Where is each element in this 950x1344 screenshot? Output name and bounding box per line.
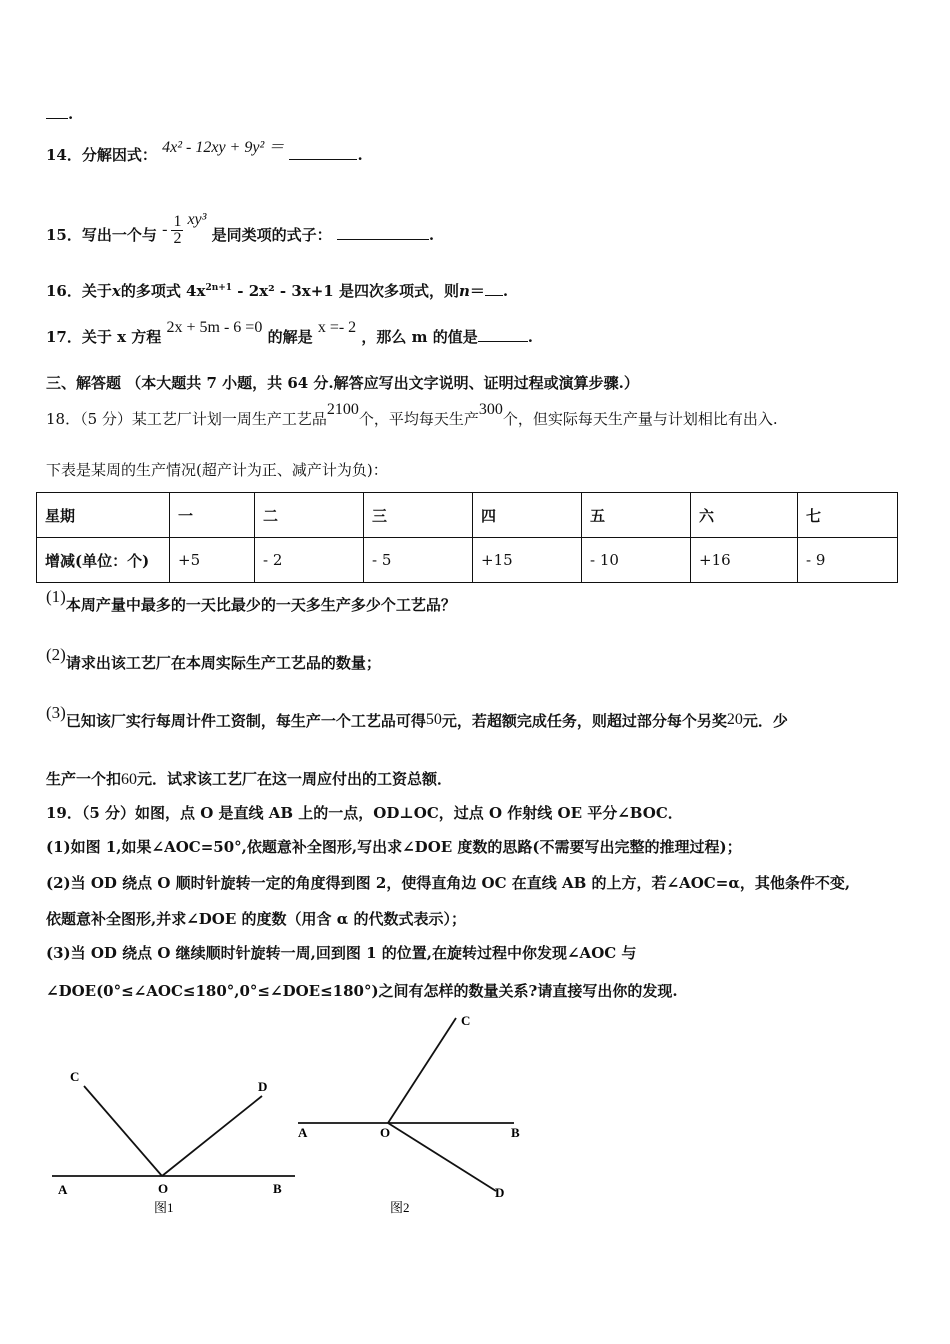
question-14: 14．分解因式： 4x² - 12xy + 9y² ＝ . <box>46 139 363 164</box>
question-18-part-1: (1)本周产量中最多的一天比最少的一天多生产多少个工艺品？ <box>46 587 456 614</box>
table-cell: 七 <box>798 493 898 538</box>
q14-expression: 4x² - 12xy + 9y² ＝ <box>162 139 285 156</box>
figure-1 <box>40 1060 310 1220</box>
table-row <box>37 493 898 538</box>
q15-answer-blank <box>337 225 429 240</box>
table-cell: - 9 <box>798 538 898 583</box>
q16-answer-blank <box>485 281 503 296</box>
label-o: O <box>380 1125 391 1140</box>
q14-answer-blank <box>289 145 357 160</box>
question-19-heading: 19．（5 分）如图，点 O 是直线 AB 上的一点，OD⊥OC，过点 O 作射线 OE 平分∠BOC． <box>46 804 683 822</box>
label-o: O <box>158 1181 169 1196</box>
ray-oc <box>388 1018 456 1123</box>
label-c: C <box>70 1069 80 1084</box>
ray-od <box>388 1123 496 1191</box>
question-19-part-1: (1)如图 1,如果∠AOC=50°,依题意补全图形,写出求∠DOE 度数的思路(不需要写出完整的推理过程)； <box>46 838 742 856</box>
question-17: 17．关于 x 方程 2x + 5m - 6 =0 的解是 x =- 2 ，那么 m 的值是 . <box>46 319 533 346</box>
table-cell: +15 <box>473 538 582 583</box>
top-blank-line: . <box>46 104 73 123</box>
table-cell: +5 <box>170 538 255 583</box>
question-16: 16．关于x的多项式 $4x^{2n+1} - 2x^2 - 3x+1$ 是四次多项式，则n＝ . <box>46 282 509 300</box>
table-cell: 增减(单位：个) <box>37 538 170 583</box>
q17-solution: x =- 2 <box>317 319 357 336</box>
production-table <box>36 492 898 583</box>
label-d: D <box>258 1079 268 1094</box>
q17-answer-blank <box>478 327 528 342</box>
label-b: B <box>511 1125 520 1140</box>
q17-equation: 2x + 5m - 6 =0 <box>166 319 263 336</box>
table-row <box>37 538 898 583</box>
q14-label: 14．分解因式： <box>46 146 157 164</box>
table-cell: 星期 <box>37 493 170 538</box>
table-cell: 五 <box>582 493 691 538</box>
question-18-part-3: (3)已知该厂实行每周计件工资制，每生产一个工艺品可得50元，若超额完成任务，则超过部分每个另奖20元．少 <box>46 703 788 730</box>
table-cell: 一 <box>170 493 255 538</box>
question-15: 15．写出一个与 - $\frac{1}{2}$ xy³ 是同类项的式子： . <box>46 211 435 247</box>
question-19-part-2b: 依题意补全图形,并求∠DOE 的度数（用含 α 的代数式表示）； <box>46 910 467 928</box>
label-a: A <box>58 1182 68 1197</box>
question-19-part-3a: (3)当 OD 绕点 O 继续顺时针旋转一周,回到图 1 的位置,在旋转过程中你发现∠AOC 与 <box>46 944 637 962</box>
question-18-intro: 18．（5 分）某工艺厂计划一周生产工艺品2100个，平均每天生产300个，但实际每天生产量与计划相比有出入. <box>46 401 778 428</box>
label-a: A <box>298 1125 308 1140</box>
figure-2-caption: 图2 <box>390 1200 410 1215</box>
question-18-table-intro: 下表是某周的生产情况(超产计为正、减产计为负)： <box>46 461 388 479</box>
figure-2 <box>290 1008 540 1220</box>
ray-od <box>162 1096 262 1176</box>
label-d: D <box>495 1185 505 1200</box>
table-cell: 六 <box>691 493 798 538</box>
table-cell: - 10 <box>582 538 691 583</box>
question-19-part-3b: ∠DOE(0°≤∠AOC≤180°,0°≤∠DOE≤180°)之间有怎样的数量关系?请直接写出你的发现. <box>46 982 678 1000</box>
label-c: C <box>461 1013 471 1028</box>
table-cell: 四 <box>473 493 582 538</box>
q15-monomial: - $\frac{1}{2}$ xy³ <box>162 211 207 247</box>
table-cell: - 5 <box>364 538 473 583</box>
q15-label: 15．写出一个与 <box>46 226 157 245</box>
label-b: B <box>273 1181 282 1196</box>
q15-tail: 是同类项的式子： <box>211 226 332 245</box>
section-3-heading: 三、解答题 （本大题共 7 小题，共 64 分.解答应写出文字说明、证明过程或演算步骤.） <box>46 374 639 392</box>
figure-1-caption: 图1 <box>154 1200 174 1215</box>
question-18-part-2: (2)请求出该工艺厂在本周实际生产工艺品的数量； <box>46 645 381 672</box>
table-cell: 三 <box>364 493 473 538</box>
table-cell: - 2 <box>255 538 364 583</box>
question-19-part-2a: (2)当 OD 绕点 O 顺时针旋转一定的角度得到图 2，使得直角边 OC 在直线 AB 的上方，若∠AOC=α，其他条件不变, <box>46 874 851 892</box>
ray-oc <box>84 1086 162 1176</box>
table-cell: 二 <box>255 493 364 538</box>
table-cell: +16 <box>691 538 798 583</box>
question-18-part-3-cont: 生产一个扣60元．试求该工艺厂在这一周应付出的工资总额． <box>46 770 453 788</box>
